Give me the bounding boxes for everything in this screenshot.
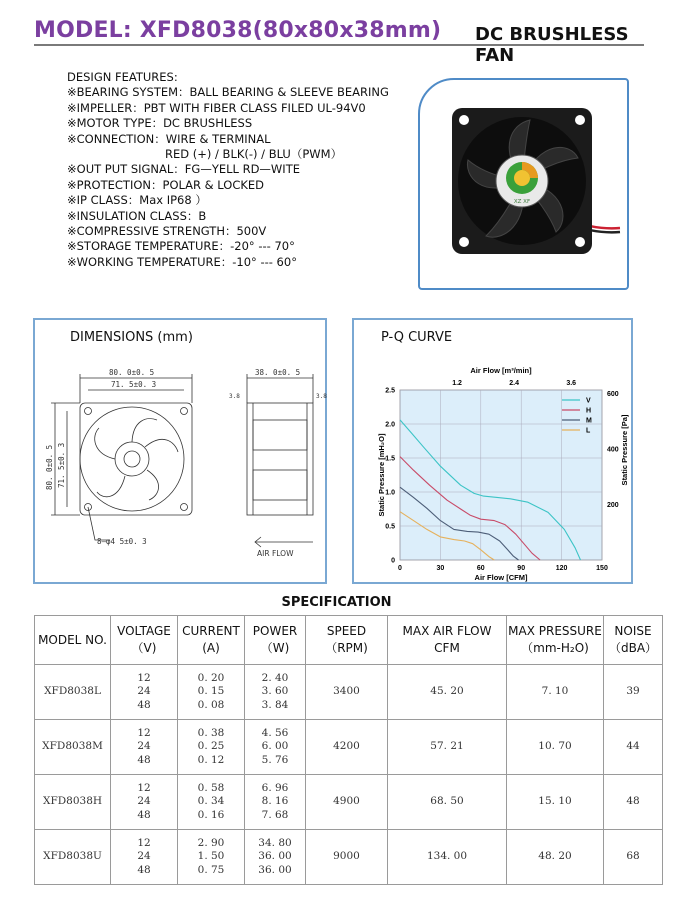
spec-value: 4. 56 bbox=[261, 726, 289, 739]
pq-curve-panel bbox=[352, 318, 633, 584]
spec-value: 48 bbox=[137, 808, 151, 821]
spec-value: 5. 76 bbox=[261, 753, 289, 766]
spec-header-max-airflow bbox=[388, 616, 507, 665]
spec-header-power bbox=[245, 616, 306, 665]
x-tick-label: 60 bbox=[476, 565, 485, 572]
feature-protection: ※PROTECTION：POLAR & LOCKED bbox=[67, 177, 265, 192]
top-tick-label: 2.4 bbox=[509, 380, 520, 387]
feature-connection: ※CONNECTION：WIRE & TERMINAL bbox=[67, 131, 271, 146]
spec-value: 24 bbox=[137, 850, 151, 863]
spec-cell-speed: 4200 bbox=[306, 720, 388, 775]
x-tick-label: 120 bbox=[555, 565, 568, 572]
spec-value: 0. 38 bbox=[197, 726, 225, 739]
spec-cell-current bbox=[178, 720, 245, 775]
spec-header-line: （V) bbox=[131, 641, 157, 655]
spec-value: 12 bbox=[137, 726, 151, 739]
spec-value: 0. 08 bbox=[197, 698, 225, 711]
spec-value: 36. 00 bbox=[258, 850, 292, 863]
spec-value: 3. 60 bbox=[261, 685, 289, 698]
dim-height-inner: 71. 5±0. 3 bbox=[57, 442, 66, 488]
product-photo-frame bbox=[418, 78, 629, 290]
y-tick-label: 0 bbox=[391, 557, 395, 565]
spec-header-voltage bbox=[111, 616, 178, 665]
spec-header-line: （W) bbox=[260, 641, 290, 655]
spec-value: 2. 40 bbox=[261, 671, 289, 684]
spec-cell-noise: 44 bbox=[604, 720, 663, 775]
spec-header-line: MAX AIR FLOW bbox=[402, 624, 492, 638]
feature-insulation: ※INSULATION CLASS：B bbox=[67, 208, 207, 223]
spec-header-line: MAX PRESSURE bbox=[508, 624, 602, 638]
spec-cell-airflow: 68. 50 bbox=[388, 775, 507, 830]
spec-header-line: MODEL NO. bbox=[38, 632, 107, 647]
y2-tick-label: 200 bbox=[607, 501, 619, 509]
top-tick-label: 3.6 bbox=[566, 380, 577, 387]
spec-cell-pressure: 48. 20 bbox=[507, 830, 604, 885]
dim-holes: 8—φ4 5±0. 3 bbox=[97, 537, 147, 546]
spec-header-line: （mm-H₂O) bbox=[521, 641, 589, 655]
spec-cell-airflow: 57. 21 bbox=[388, 720, 507, 775]
spec-value: 48 bbox=[137, 753, 151, 766]
feature-connection-colors: RED (+) / BLK(-) / BLU（PWM） bbox=[165, 147, 343, 162]
specification-table bbox=[34, 615, 663, 885]
spec-value: 48 bbox=[137, 863, 151, 876]
design-features bbox=[67, 70, 389, 270]
spec-value: 34. 80 bbox=[258, 836, 292, 849]
spec-header-line: （RPM) bbox=[325, 641, 368, 655]
spec-value: 48 bbox=[137, 698, 151, 711]
spec-value: 36. 00 bbox=[258, 863, 292, 876]
spec-header-line: CFM bbox=[434, 641, 460, 655]
spec-cell-model: XFD8038M bbox=[35, 720, 111, 775]
feature-ip-class: ※IP CLASS：Max IP68 ） bbox=[67, 193, 207, 208]
dim-depth: 38. 0±0. 5 bbox=[255, 368, 301, 377]
spec-cell-noise: 48 bbox=[604, 775, 663, 830]
legend-label-l: L bbox=[586, 427, 591, 435]
spec-value: 0. 16 bbox=[197, 808, 225, 821]
spec-value: 24 bbox=[137, 795, 151, 808]
spec-value: 3. 84 bbox=[261, 698, 289, 711]
table-row bbox=[35, 830, 663, 885]
pq-chart bbox=[354, 320, 631, 582]
spec-cell-current bbox=[178, 665, 245, 720]
spec-header-line: SPEED bbox=[326, 624, 367, 638]
spec-cell-pressure: 7. 10 bbox=[507, 665, 604, 720]
header-divider bbox=[34, 44, 644, 46]
product-type: DC BRUSHLESS FAN bbox=[475, 24, 629, 66]
spec-value: 0. 75 bbox=[197, 863, 225, 876]
model-title: MODEL: XFD8038(80x80x38mm) bbox=[34, 18, 442, 43]
feature-compressive: ※COMPRESSIVE STRENGTH：500V bbox=[67, 224, 267, 239]
legend-label-h: H bbox=[586, 407, 592, 415]
dimension-drawing bbox=[35, 320, 325, 582]
spec-cell-model: XFD8038U bbox=[35, 830, 111, 885]
spec-value: 0. 25 bbox=[197, 740, 225, 753]
dim-flange-left: 3.8 bbox=[229, 393, 240, 400]
y2-tick-label: 400 bbox=[607, 446, 619, 454]
spec-cell-speed: 3400 bbox=[306, 665, 388, 720]
spec-value: 12 bbox=[137, 836, 151, 849]
spec-value: 12 bbox=[137, 781, 151, 794]
x-tick-label: 150 bbox=[596, 565, 608, 572]
feature-output-signal: ※OUT PUT SIGNAL：FG—YELL RD—WITE bbox=[67, 162, 300, 177]
y-tick-label: 2.0 bbox=[385, 421, 395, 429]
dim-height-outer: 80. 0±0. 5 bbox=[45, 444, 54, 490]
spec-cell-noise: 39 bbox=[604, 665, 663, 720]
spec-cell-power bbox=[245, 720, 306, 775]
spec-value: 0. 20 bbox=[197, 671, 225, 684]
spec-header-current bbox=[178, 616, 245, 665]
y-tick-label: 1.5 bbox=[385, 455, 395, 463]
fan-photo bbox=[420, 80, 627, 288]
y-tick-label: 2.5 bbox=[385, 387, 395, 395]
spec-cell-voltage bbox=[111, 720, 178, 775]
spec-value: 6. 96 bbox=[261, 781, 289, 794]
top-tick-label: 1.2 bbox=[452, 380, 462, 387]
spec-header-line: POWER bbox=[252, 624, 298, 638]
dimensions-panel bbox=[33, 318, 327, 584]
spec-cell-model: XFD8038H bbox=[35, 775, 111, 830]
spec-value: 1. 50 bbox=[197, 850, 225, 863]
pq-title: P-Q CURVE bbox=[381, 330, 453, 345]
feature-bearing: ※BEARING SYSTEM：BALL BEARING & SLEEVE BEARING bbox=[67, 85, 389, 100]
spec-value: 2. 90 bbox=[197, 836, 225, 849]
y2-tick-label: 600 bbox=[607, 390, 619, 398]
spec-header-noise bbox=[604, 616, 663, 665]
spec-header-line: (A) bbox=[202, 641, 220, 655]
spec-value: 24 bbox=[137, 685, 151, 698]
feature-working-temp: ※WORKING TEMPERATURE：-10° --- 60° bbox=[67, 254, 297, 269]
spec-cell-airflow: 134. 00 bbox=[388, 830, 507, 885]
spec-cell-power bbox=[245, 830, 306, 885]
spec-cell-model: XFD8038L bbox=[35, 665, 111, 720]
table-row bbox=[35, 665, 663, 720]
dim-width-outer: 80. 0±0. 5 bbox=[109, 368, 155, 377]
spec-value: 0. 34 bbox=[197, 795, 225, 808]
feature-impeller: ※IMPELLER：PBT WITH FIBER CLASS FILED UL-94V0 bbox=[67, 100, 366, 115]
spec-value: 0. 12 bbox=[197, 753, 225, 766]
spec-cell-power bbox=[245, 665, 306, 720]
spec-value: 8. 16 bbox=[261, 795, 289, 808]
spec-header-max-pressure bbox=[507, 616, 604, 665]
y-tick-label: 0.5 bbox=[385, 523, 395, 531]
spec-header-model bbox=[35, 616, 111, 665]
hub-logo-text: XZ XF bbox=[513, 199, 531, 205]
y-tick-label: 1.0 bbox=[385, 489, 395, 497]
spec-value: 24 bbox=[137, 740, 151, 753]
spec-value: 0. 58 bbox=[197, 781, 225, 794]
spec-cell-voltage bbox=[111, 830, 178, 885]
spec-header-speed bbox=[306, 616, 388, 665]
spec-value: 7. 68 bbox=[261, 808, 289, 821]
legend-label-v: V bbox=[586, 397, 591, 405]
dim-width-inner: 71. 5±0. 3 bbox=[111, 380, 157, 389]
table-row bbox=[35, 720, 663, 775]
spec-header-line: （dBA） bbox=[608, 641, 658, 655]
spec-value: 12 bbox=[137, 671, 151, 684]
spec-cell-speed: 4900 bbox=[306, 775, 388, 830]
spec-cell-airflow: 45. 20 bbox=[388, 665, 507, 720]
spec-cell-pressure: 10. 70 bbox=[507, 720, 604, 775]
spec-header-row bbox=[35, 616, 663, 665]
dimensions-title: DIMENSIONS (mm) bbox=[70, 330, 193, 345]
table-row bbox=[35, 775, 663, 830]
x-tick-label: 30 bbox=[436, 565, 445, 572]
feature-motor: ※MOTOR TYPE：DC BRUSHLESS bbox=[67, 116, 253, 131]
legend-label-m: M bbox=[586, 417, 592, 425]
spec-cell-voltage bbox=[111, 665, 178, 720]
dim-flange-right: 3.8 bbox=[316, 393, 327, 400]
spec-cell-current bbox=[178, 830, 245, 885]
spec-cell-power bbox=[245, 775, 306, 830]
y-axis-label: Static Pressure [mH₂O] bbox=[377, 433, 386, 517]
spec-cell-noise: 68 bbox=[604, 830, 663, 885]
spec-header-line: NOISE bbox=[614, 624, 652, 638]
y2-axis-label: Static Pressure [Pa] bbox=[620, 414, 629, 486]
spec-cell-pressure: 15. 10 bbox=[507, 775, 604, 830]
airflow-label: AIR FLOW bbox=[257, 549, 294, 558]
feature-storage-temp: ※STORAGE TEMPERATURE：-20° --- 70° bbox=[67, 239, 295, 254]
specification-title: SPECIFICATION bbox=[281, 595, 392, 610]
x-axis-label: Air Flow [CFM] bbox=[474, 573, 528, 582]
plot-area bbox=[400, 390, 602, 560]
top-axis-label: Air Flow [m³/min] bbox=[470, 366, 532, 375]
spec-value: 0. 15 bbox=[197, 685, 225, 698]
x-tick-label: 90 bbox=[517, 565, 526, 572]
spec-cell-speed: 9000 bbox=[306, 830, 388, 885]
x-tick-label: 0 bbox=[398, 565, 402, 572]
features-heading: DESIGN FEATURES: bbox=[67, 70, 178, 84]
spec-header-line: CURRENT bbox=[182, 624, 240, 638]
spec-value: 6. 00 bbox=[261, 740, 289, 753]
spec-cell-current bbox=[178, 775, 245, 830]
spec-header-line: VOLTAGE bbox=[117, 624, 171, 638]
spec-cell-voltage bbox=[111, 775, 178, 830]
